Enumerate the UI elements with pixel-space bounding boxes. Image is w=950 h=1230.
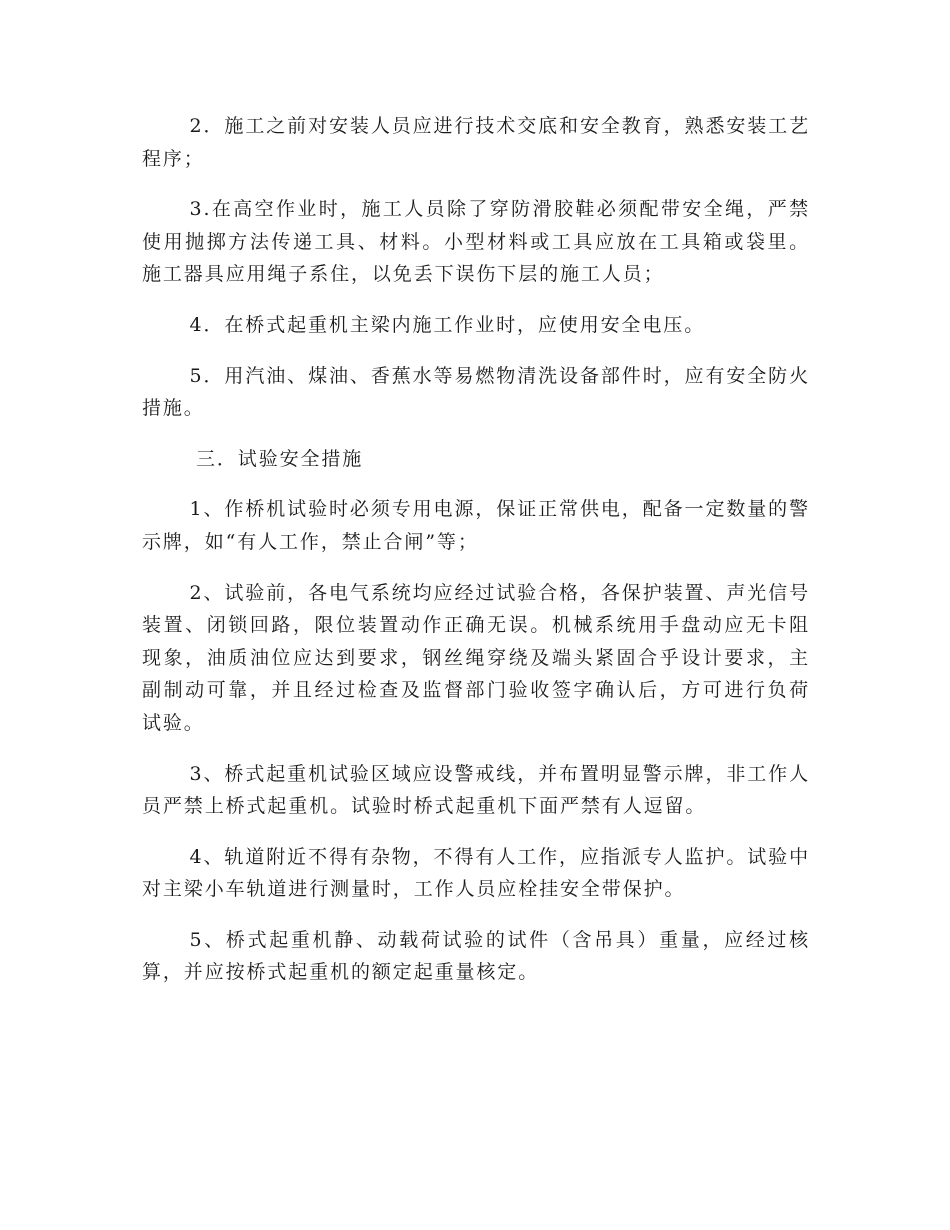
section-paragraph-1: 1、作桥机试验时必须专用电源，保证正常供电，配备一定数量的警示牌，如“有人工作，禁止合闸”等； xyxy=(142,498,810,553)
paragraph-item-5: 5．用汽油、煤油、香蕉水等易燃物清洗设备部件时，应有安全防火措施。 xyxy=(142,364,810,420)
paragraph-item-4: 4．在桥式起重机主梁内施工作业时，应使用安全电压。 xyxy=(189,313,706,336)
paragraph-item-2: 2．施工之前对安装人员应进行技术交底和安全教育，熟悉安装工艺程序； xyxy=(142,115,810,170)
paragraph-item-3: 3.在高空作业时，施工人员除了穿防滑胶鞋必须配带安全绳，严禁使用抛掷方法传递工具、材料。小型材料或工具应放在工具箱或袋里。施工器具应用绳子系住，以免丢下误伤下层的施工人员； xyxy=(142,198,810,286)
section-paragraph-4: 4、轨道附近不得有杂物，不得有人工作，应指派专人监护。试验中对主梁小车轨道进行测量时，工作人员应栓挂安全带保护。 xyxy=(142,845,810,901)
document-page xyxy=(142,110,810,1007)
section-paragraph-2: 2、试验前，各电气系统均应经过试验合格，各保护装置、声光信号装置、闭锁回路，限位装置动作正确无误。机械系统用手盘动应无卡阻现象，油质油位应达到要求，钢丝绳穿绕及端头紧固合乎设计要求，主副制动可靠，并且经过检查及监督部门验收签字确认后，方可进行负荷试验。 xyxy=(142,581,810,734)
section-paragraph-5: 5、桥式起重机静、动载荷试验的试件（含吊具）重量，应经过核算，并应按桥式起重机的额定起重量核定。 xyxy=(142,928,810,984)
section-heading: 三．试验安全措施 xyxy=(196,447,364,470)
section-paragraph-3: 3、桥式起重机试验区域应设警戒线，并布置明显警示牌，非工作人员严禁上桥式起重机。试验时桥式起重机下面严禁有人逗留。 xyxy=(142,762,810,818)
